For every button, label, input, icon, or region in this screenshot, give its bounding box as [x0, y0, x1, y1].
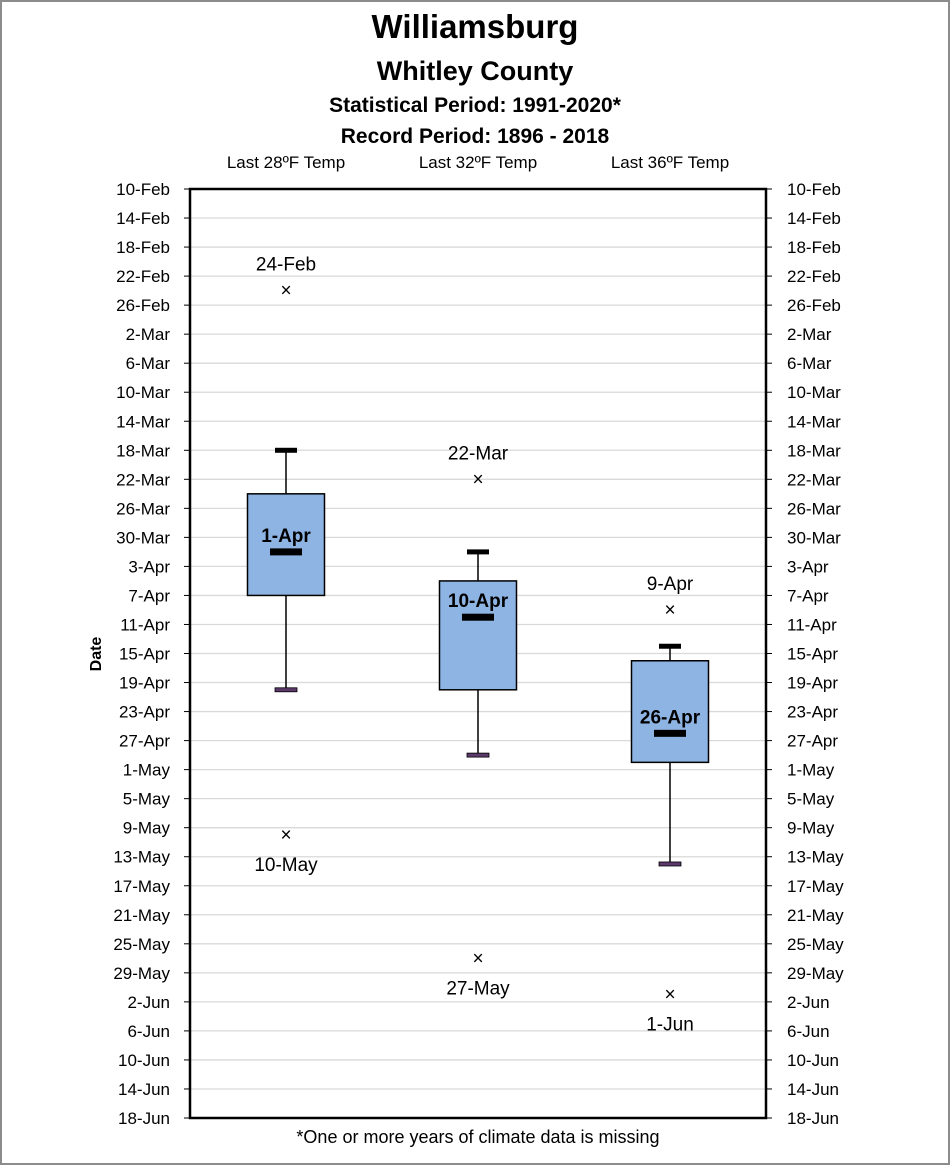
- median-label: 10-Apr: [447, 591, 509, 613]
- y-tick-label-right: 9-May: [787, 818, 835, 838]
- record-early-label: 9-Apr: [646, 573, 694, 595]
- y-tick-label-left: 22-Mar: [116, 470, 170, 490]
- whisker-early-cap: [467, 549, 489, 554]
- y-tick-label-right: 10-Feb: [787, 180, 841, 199]
- y-tick-label-left: 25-May: [113, 934, 170, 954]
- y-tick-label-left: 26-Feb: [116, 296, 170, 316]
- y-tick-label-right: 6-Jun: [787, 1021, 830, 1041]
- record-early-marker: ×: [280, 280, 292, 302]
- y-tick-label-right: 11-Apr: [787, 615, 837, 635]
- y-tick-label-left: 2-Mar: [125, 325, 170, 345]
- whisker-early-cap: [659, 644, 681, 649]
- y-tick-label-left: 21-May: [113, 905, 170, 925]
- y-tick-label-right: 3-Apr: [787, 557, 829, 577]
- y-tick-label-left: 26-Mar: [116, 499, 170, 519]
- whisker-late-cap: [467, 753, 489, 757]
- median-marker: [654, 730, 686, 737]
- y-tick-label-left: 10-Jun: [118, 1050, 170, 1070]
- record-late-marker: ×: [280, 824, 292, 846]
- y-tick-label-right: 6-Mar: [787, 354, 832, 374]
- y-tick-label-left: 14-Feb: [116, 209, 170, 229]
- y-tick-label-right: 18-Jun: [787, 1109, 839, 1128]
- y-tick-label-left: 2-Jun: [127, 992, 170, 1012]
- record-early-label: 24-Feb: [255, 254, 317, 276]
- y-tick-label-right: 15-Apr: [787, 644, 839, 664]
- y-tick-label-left: 14-Mar: [116, 412, 170, 432]
- y-tick-label-left: 7-Apr: [128, 586, 170, 606]
- y-tick-label-left: 14-Jun: [118, 1079, 170, 1099]
- y-tick-label-right: 29-May: [787, 963, 844, 983]
- y-tick-label-left: 9-May: [122, 818, 170, 838]
- footnote: *One or more years of climate data is missing: [296, 1127, 660, 1147]
- chart-subtitle: Whitley County: [376, 56, 574, 86]
- record-early-marker: ×: [472, 469, 484, 491]
- y-tick-label-left: 15-Apr: [118, 644, 170, 664]
- y-tick-label-left: 10-Feb: [116, 180, 170, 199]
- record-late-marker: ×: [472, 948, 484, 970]
- y-tick-label-left: 3-Apr: [128, 557, 170, 577]
- record-late-label: 10-May: [254, 854, 318, 876]
- y-tick-label-right: 22-Feb: [787, 267, 841, 287]
- y-tick-label-left: 10-Mar: [116, 383, 170, 403]
- y-tick-label-left: 19-Apr: [118, 673, 170, 693]
- y-tick-label-right: 30-Mar: [787, 528, 841, 548]
- y-tick-label-right: 26-Feb: [787, 296, 841, 316]
- median-marker: [462, 614, 494, 621]
- y-tick-label-left: 1-May: [122, 760, 170, 780]
- median-marker: [270, 548, 302, 555]
- y-tick-label-right: 21-May: [787, 905, 844, 925]
- chart-title: Williamsburg: [371, 8, 579, 45]
- y-tick-label-right: 18-Feb: [787, 238, 841, 258]
- y-tick-label-right: 5-May: [787, 789, 835, 809]
- y-tick-label-right: 18-Mar: [787, 441, 841, 461]
- y-tick-label-right: 2-Jun: [787, 992, 830, 1012]
- record-late-label: 1-Jun: [646, 1014, 694, 1036]
- record-early-marker: ×: [664, 599, 676, 621]
- record-late-label: 27-May: [446, 978, 510, 1000]
- y-tick-label-right: 26-Mar: [787, 499, 841, 519]
- y-tick-label-right: 7-Apr: [787, 586, 829, 606]
- category-label: Last 36ºF Temp: [610, 153, 730, 172]
- y-tick-label-left: 18-Mar: [116, 441, 170, 461]
- record-early-label: 22-Mar: [447, 443, 509, 465]
- y-tick-label-left: 18-Feb: [116, 238, 170, 258]
- y-tick-label-right: 14-Jun: [787, 1079, 839, 1099]
- y-axis-title: Date: [88, 636, 105, 672]
- y-tick-label-right: 1-May: [787, 760, 835, 780]
- y-tick-label-left: 23-Apr: [118, 702, 170, 722]
- y-tick-label-right: 19-Apr: [787, 673, 839, 693]
- y-tick-label-left: 27-Apr: [118, 731, 170, 751]
- record-period: Record Period: 1896 - 2018: [340, 125, 610, 148]
- y-tick-label-left: 30-Mar: [116, 528, 170, 548]
- y-tick-label-left: 6-Mar: [125, 354, 170, 374]
- y-tick-label-right: 2-Mar: [787, 325, 832, 345]
- y-tick-label-left: 13-May: [113, 847, 170, 867]
- y-tick-label-right: 17-May: [787, 876, 844, 896]
- whisker-late-cap: [659, 862, 681, 866]
- y-tick-label-right: 25-May: [787, 934, 844, 954]
- y-tick-label-right: 13-May: [787, 847, 844, 867]
- statistical-period: Statistical Period: 1991-2020*: [329, 94, 621, 117]
- median-label: 26-Apr: [639, 707, 701, 729]
- y-tick-label-left: 29-May: [113, 963, 170, 983]
- y-tick-label-left: 18-Jun: [118, 1109, 170, 1128]
- category-label: Last 32ºF Temp: [418, 153, 538, 172]
- y-tick-label-right: 23-Apr: [787, 702, 839, 722]
- whisker-early-cap: [275, 448, 297, 453]
- y-tick-label-left: 22-Feb: [116, 267, 170, 287]
- y-tick-label-right: 14-Mar: [787, 412, 841, 432]
- y-tick-label-left: 11-Apr: [120, 615, 170, 635]
- y-tick-label-left: 5-May: [122, 789, 170, 809]
- y-tick-label-right: 14-Feb: [787, 209, 841, 229]
- record-late-marker: ×: [664, 984, 676, 1006]
- y-tick-label-left: 17-May: [113, 876, 170, 896]
- y-tick-label-right: 10-Jun: [787, 1050, 839, 1070]
- y-tick-label-left: 6-Jun: [127, 1021, 170, 1041]
- y-tick-label-right: 27-Apr: [787, 731, 839, 751]
- median-label: 1-Apr: [261, 525, 311, 547]
- y-tick-label-right: 10-Mar: [787, 383, 841, 403]
- y-tick-label-right: 22-Mar: [787, 470, 841, 490]
- category-label: Last 28ºF Temp: [226, 153, 346, 172]
- whisker-late-cap: [275, 688, 297, 692]
